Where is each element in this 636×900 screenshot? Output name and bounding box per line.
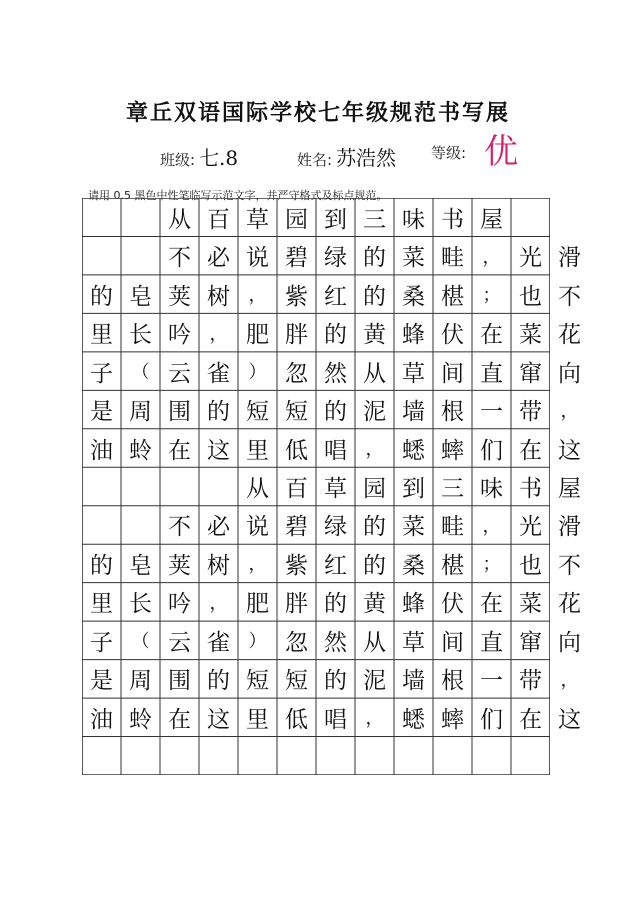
grid-char: 蟀 xyxy=(441,706,464,733)
grid-char: 周 xyxy=(129,399,152,426)
grid-char: 吟 xyxy=(168,591,191,618)
grid-char: 黄 xyxy=(363,322,386,349)
grid-row xyxy=(82,544,581,582)
grid-char: 在 xyxy=(480,322,503,349)
grid-char: 碧 xyxy=(285,514,308,541)
grid-char: 然 xyxy=(324,360,347,387)
grid-char: 这 xyxy=(558,706,581,733)
grid-char xyxy=(121,198,160,236)
grid-char: 蜂 xyxy=(402,322,425,349)
grid-char: 短 xyxy=(246,668,269,695)
grid-char: 也 xyxy=(519,552,542,579)
grid-char: 紫 xyxy=(285,552,308,579)
grid-char: 向 xyxy=(558,629,581,656)
grid-char: 的 xyxy=(363,552,386,579)
grid-char: 子 xyxy=(90,629,113,656)
grid-char: 蛉 xyxy=(129,706,152,733)
name-value: 苏浩然 xyxy=(336,146,397,170)
grid-char: 的 xyxy=(363,514,386,541)
grid-char: 到 xyxy=(324,206,347,233)
grid-row xyxy=(82,275,581,313)
grid-char: 忽 xyxy=(285,629,308,656)
grid-char: ， xyxy=(365,708,384,730)
grid-char: 的 xyxy=(324,591,347,618)
grid-char: 蟋 xyxy=(402,437,425,464)
grid-char: 蛉 xyxy=(129,437,152,464)
grade-label: 等级: xyxy=(431,144,467,162)
grid-char: 树 xyxy=(207,283,230,310)
grid-char: 雀 xyxy=(207,629,230,656)
grid-char: 泥 xyxy=(363,399,386,426)
grid-char: 园 xyxy=(285,206,308,233)
grid-char: 畦 xyxy=(441,514,464,541)
grid-char: 从 xyxy=(246,475,269,502)
grid-char: 百 xyxy=(207,206,230,233)
grid-row xyxy=(82,352,581,390)
grid-char: ； xyxy=(482,285,501,307)
grid-char xyxy=(82,506,121,544)
grid-char: 是 xyxy=(90,668,113,695)
grid-row xyxy=(82,506,581,544)
grid-char: 在 xyxy=(519,437,542,464)
grid-char: 子 xyxy=(90,360,113,387)
grid-char: 低 xyxy=(285,437,308,464)
grid-char: 必 xyxy=(207,514,230,541)
grid-char: 低 xyxy=(285,706,308,733)
grid-char: 在 xyxy=(168,437,191,464)
grid-char: 草 xyxy=(402,629,425,656)
grid-char: 三 xyxy=(441,475,464,502)
grid-char: 不 xyxy=(558,283,581,310)
grid-char: 蟀 xyxy=(441,437,464,464)
grid-char: 蟋 xyxy=(402,706,425,733)
grid-char: 屋 xyxy=(558,475,581,502)
grid-char: 油 xyxy=(90,437,113,464)
grid-char: 花 xyxy=(558,591,581,618)
grid-char: 从 xyxy=(168,206,191,233)
grid-char: 也 xyxy=(519,283,542,310)
grid-char: 云 xyxy=(168,360,191,387)
grid-char: 滑 xyxy=(558,245,581,272)
grade-value: 优 xyxy=(484,132,518,172)
grid-row xyxy=(82,313,581,351)
grid-char: 菜 xyxy=(402,514,425,541)
grid-char: 不 xyxy=(558,552,581,579)
grid-char: ； xyxy=(482,554,501,576)
grid-row xyxy=(82,660,579,698)
grid-char: 椹 xyxy=(441,283,464,310)
grid-char: 泥 xyxy=(363,668,386,695)
grid-char: 椹 xyxy=(441,552,464,579)
grid-char: 周 xyxy=(129,668,152,695)
grid-char: 百 xyxy=(285,475,308,502)
grid-char: 的 xyxy=(90,552,113,579)
grid-char: ， xyxy=(248,554,267,576)
grid-char: 短 xyxy=(246,399,269,426)
grid-char: 唱 xyxy=(324,706,347,733)
grid-char: 荚 xyxy=(168,283,191,310)
grid-char: 书 xyxy=(519,475,542,502)
grid-char: 里 xyxy=(90,591,113,618)
grid-char: 伏 xyxy=(441,322,464,349)
grid-char: 不 xyxy=(168,514,191,541)
grid-char: 菜 xyxy=(402,245,425,272)
grid-char: 唱 xyxy=(324,437,347,464)
class-label: 班级: xyxy=(160,151,196,169)
grid-char: 然 xyxy=(324,629,347,656)
grid-row xyxy=(82,583,581,621)
grid-char: 草 xyxy=(324,475,347,502)
grid-char: 肥 xyxy=(246,591,269,618)
grid-char: 一 xyxy=(480,399,503,426)
grid-char: 树 xyxy=(207,552,230,579)
grid-char: 的 xyxy=(90,283,113,310)
grid-row xyxy=(82,429,581,467)
grid-char: ， xyxy=(560,669,579,691)
grid-char: 花 xyxy=(558,322,581,349)
grid-char: 带 xyxy=(519,668,542,695)
grid-char: 必 xyxy=(207,245,230,272)
grid-char: 在 xyxy=(480,591,503,618)
grid-char: 胖 xyxy=(285,591,308,618)
grid-char: 这 xyxy=(558,437,581,464)
grid-char: 是 xyxy=(90,399,113,426)
grid-char: 墙 xyxy=(402,668,425,695)
grid-char: 红 xyxy=(324,552,347,579)
grid-char: 窜 xyxy=(519,360,542,387)
grid-char: 里 xyxy=(90,322,113,349)
grid-char: 绿 xyxy=(324,514,347,541)
page-title: 章丘双语国际学校七年级规范书写展 xyxy=(125,101,510,126)
grid-char: 的 xyxy=(207,668,230,695)
grid-char: 绿 xyxy=(324,245,347,272)
grid-char: 的 xyxy=(363,245,386,272)
grid-char: 桑 xyxy=(402,283,425,310)
grid-char: 一 xyxy=(480,668,503,695)
grid-char: 到 xyxy=(402,475,425,502)
grid-char: 伏 xyxy=(441,591,464,618)
writing-grid xyxy=(82,198,581,775)
grid-char: ） xyxy=(248,631,267,653)
grid-char: 里 xyxy=(246,706,269,733)
grid-char: 红 xyxy=(324,283,347,310)
grid-char: 桑 xyxy=(402,552,425,579)
grid-char: 间 xyxy=(441,629,464,656)
grid-char: 黄 xyxy=(363,591,386,618)
grid-char xyxy=(121,506,160,544)
grid-char: 不 xyxy=(168,245,191,272)
grid-char: 草 xyxy=(246,206,269,233)
grid-row xyxy=(82,236,581,274)
grid-char xyxy=(82,467,121,505)
grid-row xyxy=(82,198,550,236)
grid-char: 从 xyxy=(363,629,386,656)
grid-row xyxy=(82,390,579,428)
grid-char: 短 xyxy=(285,668,308,695)
grid-char: 光 xyxy=(519,245,542,272)
grid-char: 吟 xyxy=(168,322,191,349)
grid-char: 向 xyxy=(558,360,581,387)
grid-char: 说 xyxy=(246,245,269,272)
grid-char: 碧 xyxy=(285,245,308,272)
grid-char: 说 xyxy=(246,514,269,541)
grid-row xyxy=(82,737,550,775)
grid-char: 从 xyxy=(363,360,386,387)
grid-char xyxy=(121,467,160,505)
grid-row xyxy=(82,621,581,659)
grid-char: 味 xyxy=(402,206,425,233)
grid-char: 紫 xyxy=(285,283,308,310)
instruction-text: 请用 0.5 黑色中性笔临写示范文字，并严守格式及标点规范。 xyxy=(88,189,388,202)
grid-char: 光 xyxy=(519,514,542,541)
grid-char xyxy=(82,236,121,274)
grid-char: 里 xyxy=(246,437,269,464)
grid-char: ， xyxy=(209,323,228,345)
grid-char: 在 xyxy=(168,706,191,733)
grid-char: 直 xyxy=(480,629,503,656)
grid-char: 皂 xyxy=(129,552,152,579)
grid-char: 们 xyxy=(480,437,503,464)
grid-char: 胖 xyxy=(285,322,308,349)
grid-char: 畦 xyxy=(441,245,464,272)
grid-char: 的 xyxy=(324,399,347,426)
grid-char: 云 xyxy=(168,629,191,656)
grid-char: （ xyxy=(131,362,150,384)
grid-char: 带 xyxy=(519,399,542,426)
grid-char: 短 xyxy=(285,399,308,426)
grid-char xyxy=(121,236,160,274)
class-field xyxy=(160,142,238,171)
grid-char: 滑 xyxy=(558,514,581,541)
grid-char: 的 xyxy=(363,283,386,310)
grid-char: 草 xyxy=(402,360,425,387)
grid-char: 这 xyxy=(207,437,230,464)
grid-char xyxy=(82,198,121,236)
name-field xyxy=(297,142,396,171)
grid-char: 墙 xyxy=(402,399,425,426)
grid-char: 雀 xyxy=(207,360,230,387)
grid-char: 的 xyxy=(324,322,347,349)
grid-char: 根 xyxy=(441,399,464,426)
grid-char: ） xyxy=(248,362,267,384)
class-value: 七.8 xyxy=(199,146,239,170)
grid-char: 在 xyxy=(519,706,542,733)
grid-char: 们 xyxy=(480,706,503,733)
grid-char: ， xyxy=(482,515,501,537)
name-label: 姓名: xyxy=(297,151,333,169)
grid-char: ， xyxy=(365,439,384,461)
grid-char: 油 xyxy=(90,706,113,733)
grid-char: ， xyxy=(248,285,267,307)
grid-char: 忽 xyxy=(285,360,308,387)
grid-char: （ xyxy=(131,631,150,653)
grid-char: 直 xyxy=(480,360,503,387)
grid-char xyxy=(160,467,199,505)
grid-char: 味 xyxy=(480,475,503,502)
grid-char: 围 xyxy=(168,668,191,695)
grid-char: 长 xyxy=(129,591,152,618)
grid-char: 园 xyxy=(363,475,386,502)
grid-char: 肥 xyxy=(246,322,269,349)
grid-char: 间 xyxy=(441,360,464,387)
grid-char: ， xyxy=(560,400,579,422)
grid-char: 窜 xyxy=(519,629,542,656)
grid-char: 皂 xyxy=(129,283,152,310)
grid-char: 根 xyxy=(441,668,464,695)
grid-char: 菜 xyxy=(519,322,542,349)
grid-char: 这 xyxy=(207,706,230,733)
grid-char: 屋 xyxy=(480,206,503,233)
grid-char xyxy=(199,467,238,505)
grid-char: 三 xyxy=(363,206,386,233)
grid-char: 的 xyxy=(324,668,347,695)
grid-char: 书 xyxy=(441,206,464,233)
grid-row xyxy=(82,698,581,736)
grid-char: ， xyxy=(482,246,501,268)
grid-char: 的 xyxy=(207,399,230,426)
grid-char: ， xyxy=(209,592,228,614)
grid-char: 荚 xyxy=(168,552,191,579)
grade-field xyxy=(431,142,466,163)
grid-char: 围 xyxy=(168,399,191,426)
grid-char: 菜 xyxy=(519,591,542,618)
grid-row xyxy=(82,467,581,505)
grid-char: 蜂 xyxy=(402,591,425,618)
grid-char: 长 xyxy=(129,322,152,349)
